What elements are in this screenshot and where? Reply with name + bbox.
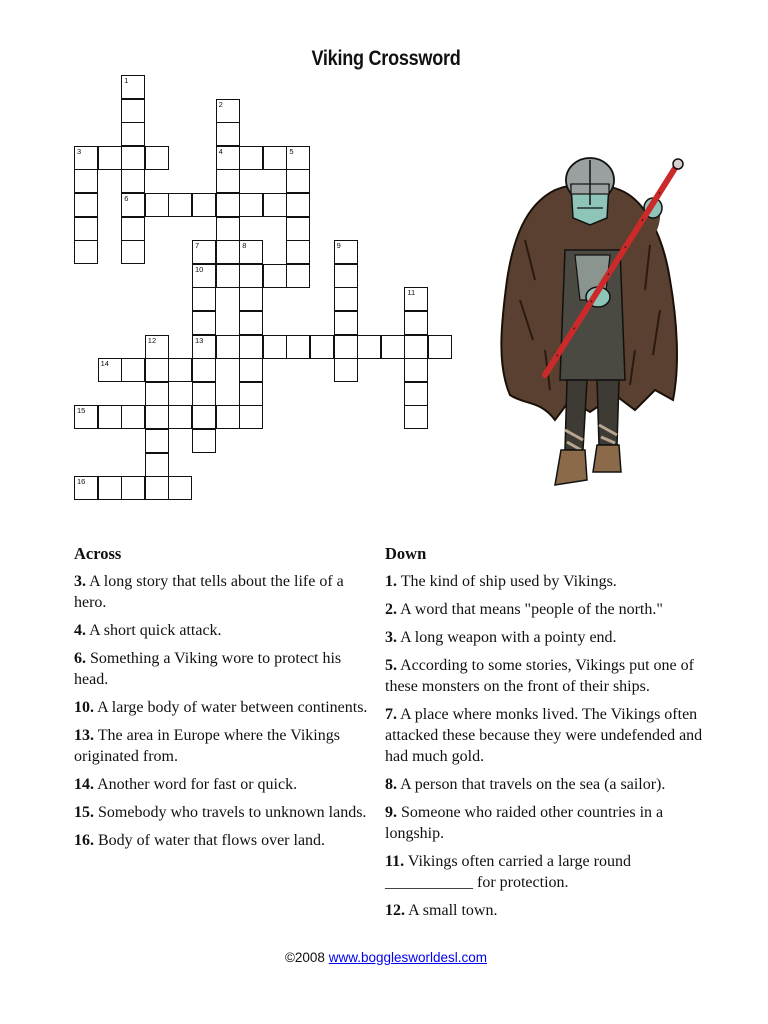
clue-number-label: 2 bbox=[218, 99, 223, 109]
grid-cell[interactable] bbox=[145, 358, 169, 382]
grid-cell[interactable] bbox=[404, 311, 428, 335]
across-heading: Across bbox=[74, 544, 122, 563]
clue-text: A word that means "people of the north." bbox=[400, 601, 663, 618]
grid-cell[interactable] bbox=[145, 146, 169, 170]
clue-number-label: 11 bbox=[407, 288, 416, 298]
down-clue bbox=[385, 774, 703, 795]
clue-text: A long weapon with a pointy end. bbox=[400, 629, 617, 646]
grid-cell[interactable] bbox=[121, 476, 145, 500]
down-clue bbox=[385, 851, 703, 893]
clue-text: Another word for fast or quick. bbox=[97, 776, 298, 793]
clue-text: Somebody who travels to unknown lands. bbox=[98, 804, 367, 821]
down-clue bbox=[385, 900, 703, 921]
clue-text: A small town. bbox=[408, 902, 498, 919]
grid-cell[interactable] bbox=[239, 287, 263, 311]
grid-cell[interactable] bbox=[334, 335, 358, 359]
clue-text: Someone who raided other countries in a longship. bbox=[385, 804, 664, 842]
grid-cell[interactable] bbox=[192, 264, 216, 288]
clue-number-label: 8 bbox=[242, 241, 247, 251]
clue-number-label: 13 bbox=[195, 335, 204, 345]
grid-cell[interactable] bbox=[286, 146, 310, 170]
grid-cell[interactable] bbox=[216, 99, 240, 123]
grid-cell[interactable] bbox=[404, 405, 428, 429]
grid-cell[interactable] bbox=[121, 146, 145, 170]
clue-text: A place where monks lived. The Vikings often attacked these because they were undefended and had much gold. bbox=[385, 706, 703, 765]
grid-cell[interactable] bbox=[145, 335, 169, 359]
clue-text: Something a Viking wore to protect his head. bbox=[74, 650, 342, 688]
across-clue bbox=[74, 697, 372, 718]
crossword-grid bbox=[0, 0, 500, 520]
grid-cell[interactable] bbox=[98, 358, 122, 382]
grid-cell[interactable] bbox=[216, 193, 240, 217]
clue-number: 8. bbox=[385, 776, 397, 793]
grid-cell[interactable] bbox=[334, 240, 358, 264]
clue-text: According to some stories, Vikings put one of these monsters on the front of their ships. bbox=[385, 657, 694, 695]
down-clues bbox=[385, 544, 703, 928]
grid-cell[interactable] bbox=[239, 382, 263, 406]
grid-cell[interactable] bbox=[74, 217, 98, 241]
down-clue bbox=[385, 655, 703, 697]
grid-cell[interactable] bbox=[239, 405, 263, 429]
grid-cell[interactable] bbox=[121, 358, 145, 382]
grid-cell[interactable] bbox=[145, 405, 169, 429]
grid-cell[interactable] bbox=[239, 240, 263, 264]
grid-cell[interactable] bbox=[121, 405, 145, 429]
page-title: Viking Crossword bbox=[311, 47, 461, 70]
copyright-text: ©2008 bbox=[284, 950, 325, 965]
grid-cell[interactable] bbox=[334, 311, 358, 335]
clue-number: 2. bbox=[385, 601, 397, 618]
down-clue bbox=[385, 599, 703, 620]
clue-text: Vikings often carried a large round ___________ for protection. bbox=[385, 853, 631, 891]
footer bbox=[0, 950, 768, 965]
grid-cell[interactable] bbox=[98, 405, 122, 429]
grid-cell[interactable] bbox=[216, 335, 240, 359]
grid-cell[interactable] bbox=[216, 122, 240, 146]
down-clue bbox=[385, 627, 703, 648]
grid-cell[interactable] bbox=[216, 146, 240, 170]
clue-number-label: 16 bbox=[77, 477, 86, 487]
clue-number: 15. bbox=[74, 804, 94, 821]
grid-cell[interactable] bbox=[263, 264, 287, 288]
clue-number: 3. bbox=[385, 629, 397, 646]
grid-cell[interactable] bbox=[121, 122, 145, 146]
grid-cell[interactable] bbox=[381, 335, 405, 359]
grid-cell[interactable] bbox=[239, 264, 263, 288]
grid-cell[interactable] bbox=[98, 146, 122, 170]
grid-cell[interactable] bbox=[121, 99, 145, 123]
across-clue bbox=[74, 802, 372, 823]
grid-cell[interactable] bbox=[286, 264, 310, 288]
across-clues bbox=[74, 544, 372, 858]
grid-cell[interactable] bbox=[334, 287, 358, 311]
grid-cell[interactable] bbox=[192, 405, 216, 429]
clue-number: 9. bbox=[385, 804, 397, 821]
grid-cell[interactable] bbox=[168, 193, 192, 217]
down-clue bbox=[385, 571, 703, 592]
grid-cell[interactable] bbox=[239, 311, 263, 335]
grid-cell[interactable] bbox=[404, 358, 428, 382]
grid-cell[interactable] bbox=[334, 358, 358, 382]
clue-number-label: 7 bbox=[195, 241, 200, 251]
grid-cell[interactable] bbox=[121, 193, 145, 217]
grid-cell[interactable] bbox=[74, 146, 98, 170]
grid-cell[interactable] bbox=[145, 382, 169, 406]
clue-text: The area in Europe where the Vikings originated from. bbox=[74, 727, 340, 765]
clue-number: 16. bbox=[74, 832, 94, 849]
grid-cell[interactable] bbox=[168, 405, 192, 429]
across-clue bbox=[74, 830, 372, 851]
across-clue bbox=[74, 774, 372, 795]
grid-cell[interactable] bbox=[168, 476, 192, 500]
clue-text: The kind of ship used by Vikings. bbox=[400, 573, 617, 590]
clue-number-label: 3 bbox=[77, 146, 82, 156]
grid-cell[interactable] bbox=[74, 405, 98, 429]
clue-text: A short quick attack. bbox=[89, 622, 222, 639]
clue-number-label: 10 bbox=[195, 264, 204, 274]
clue-text: A person that travels on the sea (a sailor). bbox=[400, 776, 666, 793]
grid-cell[interactable] bbox=[263, 335, 287, 359]
grid-cell[interactable] bbox=[74, 169, 98, 193]
clue-text: Body of water that flows over land. bbox=[98, 832, 326, 849]
grid-cell[interactable] bbox=[286, 217, 310, 241]
grid-cell[interactable] bbox=[286, 193, 310, 217]
clue-number-label: 14 bbox=[100, 359, 109, 369]
grid-cell[interactable] bbox=[145, 453, 169, 477]
grid-cell[interactable] bbox=[310, 335, 334, 359]
grid-cell[interactable] bbox=[239, 335, 263, 359]
grid-cell[interactable] bbox=[404, 287, 428, 311]
clue-number: 13. bbox=[74, 727, 94, 744]
clue-number-label: 1 bbox=[124, 76, 129, 85]
grid-cell[interactable] bbox=[74, 476, 98, 500]
grid-cell[interactable] bbox=[121, 240, 145, 264]
clue-number: 12. bbox=[385, 902, 405, 919]
clue-number-label: 15 bbox=[77, 406, 86, 416]
grid-cell[interactable] bbox=[74, 240, 98, 264]
grid-cell[interactable] bbox=[192, 335, 216, 359]
grid-cell[interactable] bbox=[239, 193, 263, 217]
clue-number: 14. bbox=[74, 776, 94, 793]
grid-cell[interactable] bbox=[145, 476, 169, 500]
grid-cell[interactable] bbox=[286, 240, 310, 264]
clue-number-label: 5 bbox=[289, 146, 294, 156]
grid-cell[interactable] bbox=[216, 169, 240, 193]
across-clue bbox=[74, 620, 372, 641]
clue-number: 1. bbox=[385, 573, 397, 590]
grid-cell[interactable] bbox=[216, 240, 240, 264]
grid-cell[interactable] bbox=[216, 264, 240, 288]
grid-cell[interactable] bbox=[121, 169, 145, 193]
grid-cell[interactable] bbox=[263, 146, 287, 170]
across-clue bbox=[74, 571, 372, 613]
grid-cell[interactable] bbox=[428, 335, 452, 359]
grid-cell[interactable] bbox=[192, 429, 216, 453]
across-clue bbox=[74, 725, 372, 767]
grid-cell[interactable] bbox=[239, 146, 263, 170]
grid-cell[interactable] bbox=[145, 429, 169, 453]
clue-text: A long story that tells about the life of a hero. bbox=[74, 573, 344, 611]
grid-cell[interactable] bbox=[263, 193, 287, 217]
grid-cell[interactable] bbox=[286, 335, 310, 359]
grid-cell[interactable] bbox=[286, 169, 310, 193]
clue-number: 3. bbox=[74, 573, 86, 590]
grid-cell[interactable] bbox=[145, 193, 169, 217]
across-clue bbox=[74, 648, 372, 690]
clue-number: 5. bbox=[385, 657, 397, 674]
down-clue bbox=[385, 802, 703, 844]
clue-number: 4. bbox=[74, 622, 86, 639]
grid-cell[interactable] bbox=[121, 217, 145, 241]
grid-cell[interactable] bbox=[334, 264, 358, 288]
viking-warrior-icon bbox=[495, 150, 690, 495]
clue-number-label: 6 bbox=[124, 194, 129, 203]
grid-cell[interactable] bbox=[192, 358, 216, 382]
clue-number: 11. bbox=[385, 853, 405, 870]
down-clue bbox=[385, 704, 703, 767]
clue-number-label: 12 bbox=[147, 335, 157, 345]
grid-cell[interactable] bbox=[168, 358, 192, 382]
grid-cell[interactable] bbox=[192, 193, 216, 217]
down-heading: Down bbox=[385, 544, 427, 563]
clue-number: 7. bbox=[385, 706, 397, 723]
clue-number-label: 4 bbox=[218, 146, 223, 156]
website-link[interactable]: www.bogglesworldesl.com bbox=[328, 950, 488, 965]
grid-cell[interactable] bbox=[216, 217, 240, 241]
grid-cell[interactable] bbox=[121, 75, 145, 99]
grid-cell[interactable] bbox=[239, 358, 263, 382]
grid-cell[interactable] bbox=[404, 382, 428, 406]
clue-number-label: 9 bbox=[336, 241, 341, 251]
clue-number: 6. bbox=[74, 650, 86, 667]
grid-cell[interactable] bbox=[74, 193, 98, 217]
grid-cell[interactable] bbox=[404, 335, 428, 359]
grid-cell[interactable] bbox=[192, 382, 216, 406]
grid-cell[interactable] bbox=[216, 405, 240, 429]
grid-cell[interactable] bbox=[192, 240, 216, 264]
grid-cell[interactable] bbox=[192, 311, 216, 335]
grid-cell[interactable] bbox=[357, 335, 381, 359]
grid-cell[interactable] bbox=[192, 287, 216, 311]
clue-text: A large body of water between continents. bbox=[97, 699, 368, 716]
grid-cell[interactable] bbox=[98, 476, 122, 500]
clue-number: 10. bbox=[74, 699, 94, 716]
